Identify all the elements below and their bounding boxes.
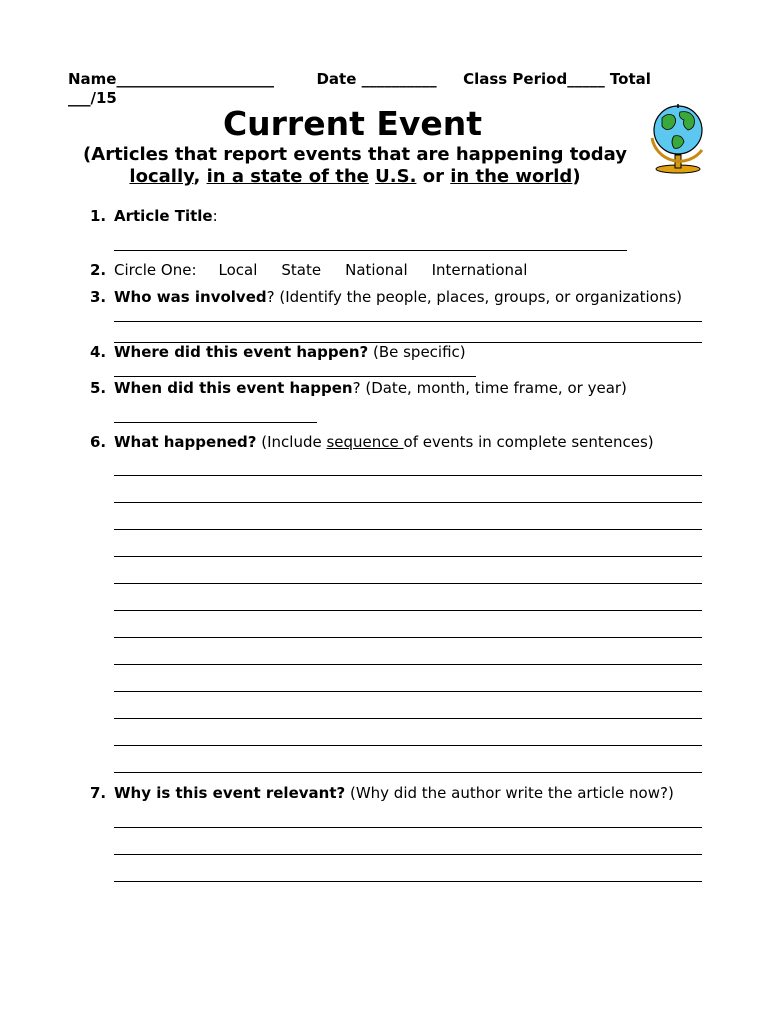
q6-text (114, 433, 654, 451)
q6-rest-a: (Include (256, 433, 327, 451)
q7-number: 7. (90, 784, 107, 802)
q6-answer-line[interactable] (114, 475, 702, 476)
q7-text (114, 784, 674, 802)
q6-answer-line[interactable] (114, 583, 702, 584)
subtitle-close: ) (572, 166, 581, 187)
subtitle (0, 144, 710, 188)
q7-label: Why is this event relevant? (114, 784, 346, 802)
class-period-label: Class Period (463, 70, 568, 88)
total-label: Total (609, 70, 651, 88)
subtitle-locally: locally (129, 166, 194, 187)
q2-label: Circle One (114, 261, 192, 279)
q6-answer-line[interactable] (114, 502, 702, 503)
q7-answer-line[interactable] (114, 881, 702, 882)
globe-icon (644, 100, 712, 175)
q4-rest: (Be specific) (368, 343, 466, 361)
q3-rest: ? (Identify the people, places, groups, or organizations) (266, 288, 683, 306)
q2-number: 2. (90, 261, 107, 279)
name-label: Name (68, 70, 117, 88)
q1-text (114, 207, 218, 225)
q6-answer-line[interactable] (114, 772, 702, 773)
subtitle-line-2 (0, 166, 710, 188)
q6-answer-line[interactable] (114, 529, 702, 530)
subtitle-or: or (422, 166, 444, 187)
q2-text (114, 261, 551, 279)
q6-answer-line[interactable] (114, 610, 702, 611)
q1-rest: : (212, 207, 218, 225)
q3-text (114, 288, 682, 306)
q7-answer-line[interactable] (114, 827, 702, 828)
q4-label: Where did this event happen? (114, 343, 369, 361)
q6-answer-line[interactable] (114, 556, 702, 557)
option-state[interactable]: State (281, 261, 322, 279)
q1-label: Article Title (114, 207, 213, 225)
name-blank[interactable]: _____________________ (116, 70, 274, 88)
total-blank[interactable]: ___/15 (68, 89, 117, 107)
subtitle-comma: , (193, 166, 201, 187)
q1-number: 1. (90, 207, 107, 225)
q3-label: Who was involved (114, 288, 267, 306)
option-local[interactable]: Local (218, 261, 258, 279)
subtitle-world: in the world (450, 166, 573, 187)
q7-answer-line[interactable] (114, 854, 702, 855)
q6-number: 6. (90, 433, 107, 451)
q4-text (114, 343, 466, 361)
q3-number: 3. (90, 288, 107, 306)
q6-answer-line[interactable] (114, 691, 702, 692)
q2-rest: : (191, 261, 197, 279)
q4-number: 4. (90, 343, 107, 361)
header-fields (68, 70, 651, 88)
q6-rest-b: of events in complete sentences) (403, 433, 654, 451)
q6-answer-line[interactable] (114, 745, 702, 746)
q6-answer-line[interactable] (114, 718, 702, 719)
q6-answer-line[interactable] (114, 664, 702, 665)
q1-answer-line[interactable] (114, 250, 627, 251)
subtitle-line-1: (Articles that report events that are happening today (83, 144, 627, 165)
q5-text (114, 379, 627, 397)
subtitle-us: U.S. (375, 166, 417, 187)
q6-answer-line[interactable] (114, 637, 702, 638)
q3-answer-line-1[interactable] (114, 321, 702, 322)
date-label: Date (316, 70, 357, 88)
q6-label: What happened? (114, 433, 257, 451)
q5-answer-line[interactable] (114, 422, 317, 423)
q5-rest: ? (Date, month, time frame, or year) (352, 379, 627, 397)
subtitle-state: in a state of the (206, 166, 369, 187)
option-international[interactable]: International (431, 261, 528, 279)
class-period-blank[interactable]: _____ (567, 70, 605, 88)
q5-number: 5. (90, 379, 107, 397)
page-title: Current Event (222, 104, 483, 143)
q5-label: When did this event happen (114, 379, 353, 397)
date-blank[interactable]: __________ (361, 70, 437, 88)
q4-answer-line[interactable] (114, 376, 476, 377)
option-national[interactable]: National (345, 261, 408, 279)
q6-underlined: sequence (326, 433, 404, 451)
q7-rest: (Why did the author write the article now?) (345, 784, 674, 802)
